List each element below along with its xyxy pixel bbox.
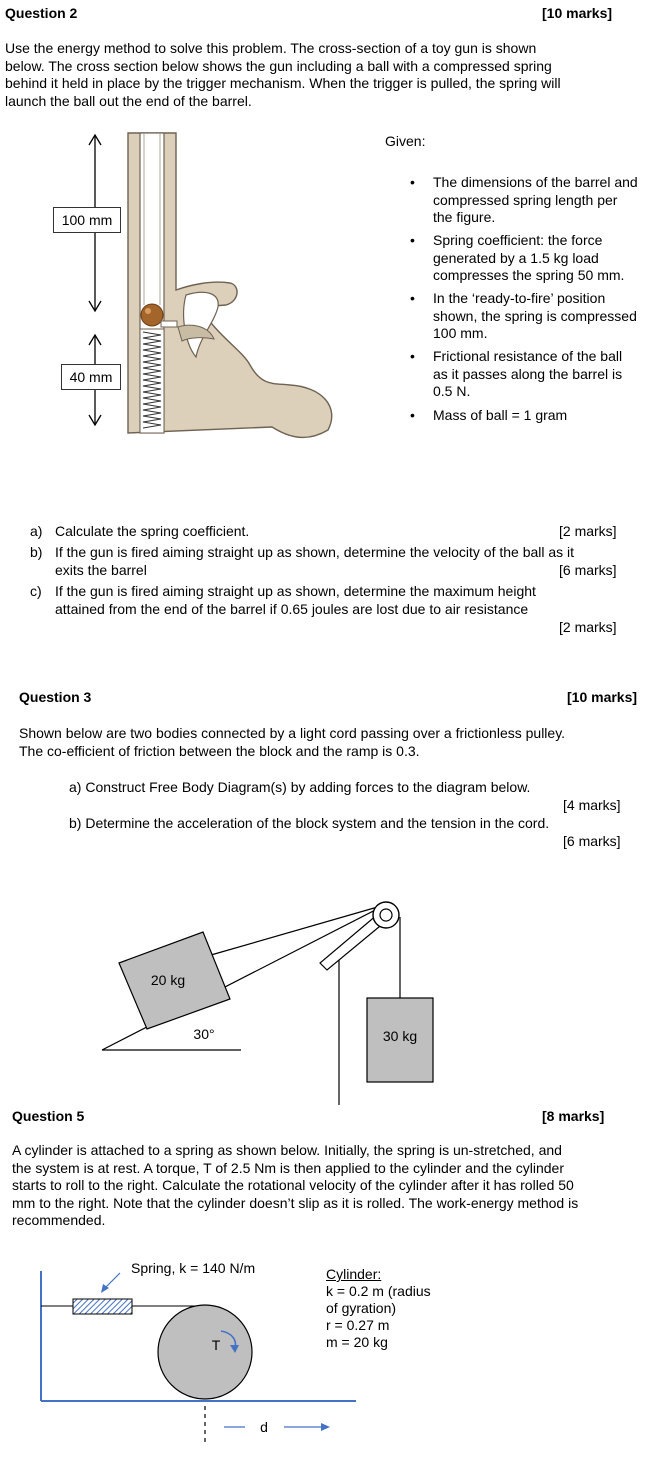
distance-label: d bbox=[260, 1419, 268, 1435]
cylinder-specs: Cylinder: k = 0.2 m (radius of gyration) r = 0.27 m m = 20 kg bbox=[326, 1266, 431, 1350]
given-item: • Frictional resistance of the ball as it passes along the barrel is 0.5 N. bbox=[410, 348, 623, 399]
dim-spring-label: 40 mm bbox=[61, 364, 121, 390]
q2-part-c-marks: [2 marks] bbox=[559, 619, 617, 635]
spring bbox=[73, 1299, 132, 1314]
block-right-label: 30 kg bbox=[382, 1028, 418, 1044]
q2-part-b-marks: [6 marks] bbox=[559, 562, 617, 578]
q2-part-b-label: b) bbox=[30, 544, 43, 560]
given-item: • The dimensions of the barrel and compressed spring length per the figure. bbox=[410, 174, 638, 225]
q2-part-a-label: a) bbox=[30, 523, 43, 539]
cord bbox=[211, 906, 381, 955]
q5-intro: A cylinder is attached to a spring as shown below. Initially, the spring is un-stretched, and the system is at rest. A torque, T of 2.5 Nm is then applied to the cylinder and the cylinder starts to roll to the right. Calculate the rotational velocity of the cylinder after it has rolled 50 mm to the right. Note that the cylinder doesn’t slip as it is rolled. The work-energy method is recommended. bbox=[12, 1142, 579, 1228]
q3-part-a: a) Construct Free Body Diagram(s) by adding forces to the diagram below. bbox=[69, 779, 531, 795]
cylinder-spring-diagram bbox=[30, 1255, 370, 1455]
q2-title: Question 2 bbox=[5, 5, 78, 21]
angle-label: 30° bbox=[193, 1026, 215, 1042]
q3-marks: [10 marks] bbox=[567, 689, 638, 705]
q3-part-b-marks: [6 marks] bbox=[563, 833, 621, 849]
q2-part-c-label: c) bbox=[30, 583, 42, 599]
q2-intro-line: launch the ball out the end of the barrel. bbox=[5, 92, 252, 109]
q3-title: Question 3 bbox=[19, 689, 92, 705]
q2-intro-line: below. The cross section below shows the gun including a ball with a compressed spring bbox=[5, 57, 552, 74]
q3-part-a-marks: [4 marks] bbox=[563, 797, 621, 813]
q2-intro bbox=[5, 40, 665, 110]
q2-intro-line: behind it held in place by the trigger mechanism. When the trigger is pulled, the spring will bbox=[5, 75, 561, 91]
ramp-pulley-diagram bbox=[95, 895, 445, 1110]
q5-title: Question 5 bbox=[12, 1108, 85, 1124]
ball bbox=[141, 304, 163, 326]
dim-barrel-label: 100 mm bbox=[53, 207, 121, 233]
q2-part-a-marks: [2 marks] bbox=[559, 523, 617, 539]
cylinder bbox=[158, 1305, 252, 1399]
spring-label: Spring, k = 140 N/m bbox=[131, 1260, 256, 1276]
q2-part-c-text: If the gun is fired aiming straight up as shown, determine the maximum height bbox=[55, 583, 536, 599]
q5-marks: [8 marks] bbox=[542, 1108, 605, 1124]
q3-intro: Shown below are two bodies connected by a light cord passing over a frictionless pulley. The co-efficient of friction between the block and the ramp is 0.3. bbox=[19, 725, 566, 759]
given-item: • Mass of ball = 1 gram bbox=[410, 407, 568, 423]
q3-part-b: b) Determine the acceleration of the block system and the tension in the cord. bbox=[69, 815, 550, 831]
given-item: • In the ‘ready-to-fire’ position shown, the spring is compressed 100 mm. bbox=[410, 290, 637, 341]
q2-intro-line: Use the energy method to solve this problem. The cross-section of a toy gun is shown bbox=[5, 40, 537, 56]
q2-part-b-text: exits the barrel bbox=[55, 562, 147, 578]
given-item: • Spring coefficient: the force generated by a 1.5 kg load compresses the spring 50 mm. bbox=[410, 232, 625, 283]
q2-part-a-text: Calculate the spring coefficient. bbox=[55, 523, 250, 539]
block-left-label: 20 kg bbox=[150, 972, 186, 988]
torque-label: T bbox=[211, 1337, 221, 1353]
q2-part-c-text: attained from the end of the barrel if 0.65 joules are lost due to air resistance bbox=[55, 601, 529, 617]
given-list bbox=[410, 174, 672, 434]
q2-marks: [10 marks] bbox=[542, 5, 613, 21]
toy-gun-diagram bbox=[40, 125, 340, 445]
q2-part-b-text: If the gun is fired aiming straight up as shown, determine the velocity of the ball as it bbox=[55, 544, 575, 560]
given-label: Given: bbox=[385, 133, 426, 149]
